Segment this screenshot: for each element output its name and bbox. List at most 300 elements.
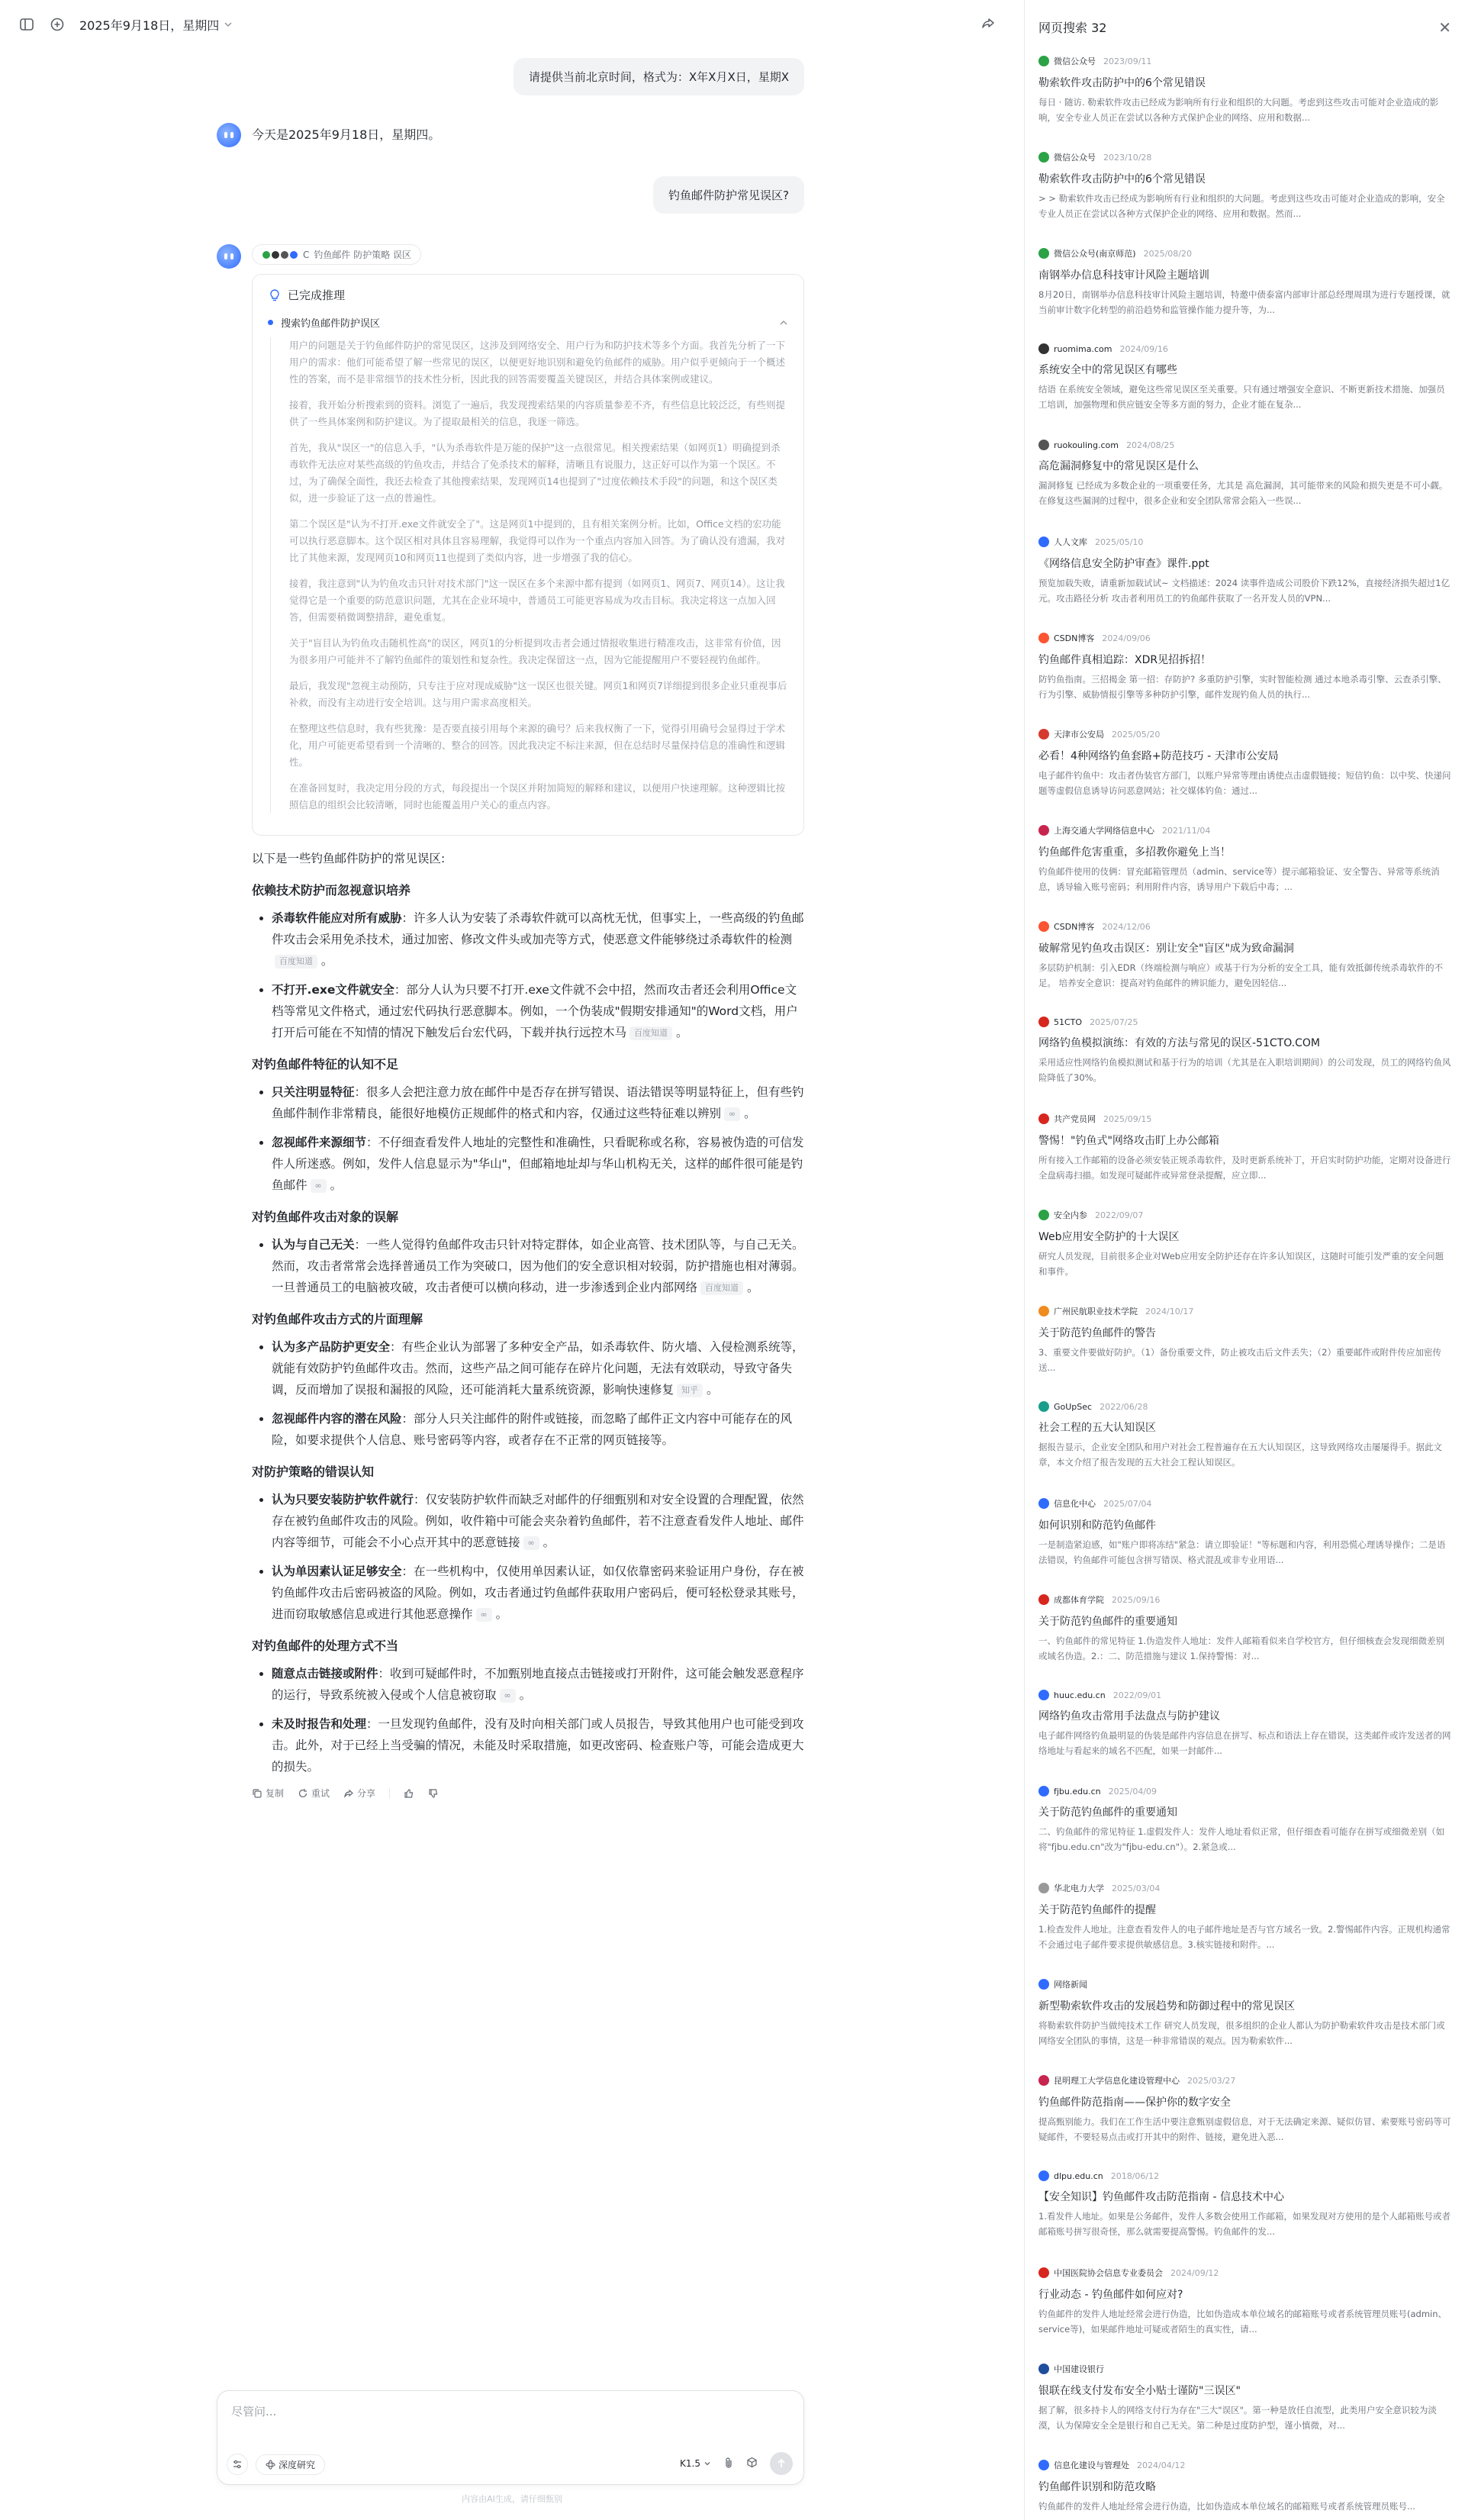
answer-list-item xyxy=(272,1081,804,1124)
ai-disclaimer: 内容由AI生成，请仔细甄别 xyxy=(462,2494,562,2504)
site-favicon-icon xyxy=(1038,1401,1049,1412)
punctuation: 。 xyxy=(703,1383,719,1397)
search-result-item[interactable] xyxy=(1038,2073,1451,2169)
result-date: 2021/11/04 xyxy=(1162,825,1211,836)
result-snippet: 漏洞修复 已经成为多数企业的一项重要任务，尤其是 高危漏洞，其可能带来的风险和损失更是不可小觑。在修复这些漏洞的过程中，很多企业和安全团队常常会陷入一些误... xyxy=(1038,480,1448,506)
site-favicon-icon xyxy=(1038,921,1049,932)
search-result-item[interactable] xyxy=(1038,1977,1451,2073)
answer-item-title: 只关注明显特征 xyxy=(272,1085,355,1099)
result-title[interactable]: 《网络信息安全防护审查》课件.ppt xyxy=(1038,558,1209,570)
chat-input[interactable]: 尽管问... xyxy=(231,2405,277,2418)
result-source xyxy=(1038,1978,1451,1990)
conversation-title-text: 2025年9月18日，星期四 xyxy=(79,18,220,33)
result-snippet: 一是制造紧迫感，如"账户即将冻结"紧急：请立即验证！"等标题和内容，利用恐慌心理诱导操作；二是语法错误，钓鱼邮件可能包含拼写错误、格式混乱或非专业用语... xyxy=(1038,1539,1446,1565)
result-source xyxy=(1038,247,1451,259)
thumbs-down-icon xyxy=(428,1788,439,1799)
result-title[interactable]: 网络钓鱼攻击常用手法盘点与防护建议 xyxy=(1038,1710,1220,1722)
result-date: 2025/07/25 xyxy=(1090,1017,1138,1027)
result-title[interactable]: 系统安全中的常见误区有哪些 xyxy=(1038,364,1177,376)
answer-list-item xyxy=(272,1336,804,1400)
arrow-up-icon xyxy=(776,2458,787,2469)
punctuation: 。 xyxy=(317,954,333,968)
search-result-item[interactable] xyxy=(1038,1207,1451,1304)
result-source-name: huuc.edu.cn xyxy=(1054,1690,1106,1700)
result-source-name: 51CTO xyxy=(1054,1017,1083,1027)
assistant-avatar xyxy=(217,123,241,147)
site-favicon-icon xyxy=(1038,152,1049,163)
share-icon xyxy=(343,1788,354,1799)
result-date: 2025/08/20 xyxy=(1143,248,1192,259)
result-date: 2024/09/12 xyxy=(1170,2267,1219,2278)
result-source xyxy=(1038,2459,1451,2471)
reasoning-paragraph: 最后，我发现"忽视主动预防，只专注于应对现成威胁"这一误区也很关键。网页1和网页7详细提到很多企业只重视事后补救，而没有主动进行安全培训。这与用户需求高度相关。 xyxy=(289,680,787,708)
answer-item-text: ：部分人只关注邮件的附件或链接，而忽略了邮件正文内容中可能存在的风险，如要求提供个人信息、账号密码等内容，或者存在不正常的网页链接等。 xyxy=(272,1412,793,1447)
reasoning-body xyxy=(270,337,788,814)
site-favicon-icon xyxy=(1038,1113,1049,1124)
assistant-avatar xyxy=(217,244,241,269)
reasoning-paragraph: 接着，我注意到"认为钓鱼攻击只针对技术部门"这一误区在多个来源中都有提到（如网页1、网页7、网页14）。这让我觉得它是一个重要的防范意识问题，尤其在企业环境中，普通员工可能更容易成为攻击目标。我决定将这一点加入回答，但需要稍微调整措辞，避免重复。 xyxy=(289,578,785,623)
thumbs-down-button[interactable] xyxy=(428,1788,439,1799)
result-source xyxy=(1038,151,1451,163)
search-result-item[interactable] xyxy=(1038,1784,1451,1880)
result-snippet: 8月20日，南钢举办信息科技审计风险主题培训，特邀中债泰富内部审计部总经理周琪为进行专题授课，就当前审计数字化转型的前沿趋势和监管操作能力提升等，为... xyxy=(1038,289,1451,315)
reasoning-paragraph: 在准备回复时，我决定用分段的方式，每段提出一个误区并附加简短的解释和建议，以便用户快速理解。这种逻辑比按照信息的组织会比较清晰，同时也能覆盖用户关心的重点内容。 xyxy=(289,782,786,810)
answer-item-text: ：在一些机构中，仅使用单因素认证，如仅依靠密码来验证用户身份，存在被钓鱼邮件攻击后密码被盗的风险。例如，攻击者通过钓鱼邮件获取用户密码后，便可轻松登录其账号，进而窃取敏感信息或进行其他恶意操作 xyxy=(272,1565,804,1621)
result-snippet: 研究人员发现，目前很多企业对Web应用安全防护还存在许多认知误区，这随时可能引发严重的安全问题和事件。 xyxy=(1038,1251,1444,1277)
attach-icon[interactable] xyxy=(723,2457,734,2471)
answer-section-heading: 对钓鱼邮件特征的认知不足 xyxy=(252,1057,399,1071)
divider xyxy=(389,1788,390,1799)
result-title[interactable]: 关于防范钓鱼邮件的重要通知 xyxy=(1038,1806,1177,1819)
result-title[interactable]: 社会工程的五大认知误区 xyxy=(1038,1422,1156,1434)
result-source-name: dlpu.edu.cn xyxy=(1054,2170,1103,2181)
answer-list-item xyxy=(272,1234,804,1298)
answer-item-text: ：不仔细查看发件人地址的完整性和准确性，只看昵称或名称，容易被伪造的可信发件人所迷惑。例如，发件人信息显示为"华山"，但邮箱地址却与华山机构无关，这样的邮件很可能是钓鱼邮件 xyxy=(272,1136,804,1192)
result-source-name: 昆明理工大学信息化建设管理中心 xyxy=(1054,2076,1180,2086)
result-title[interactable]: 高危漏洞修复中的常见误区是什么 xyxy=(1038,460,1199,472)
result-source xyxy=(1038,55,1451,67)
result-source xyxy=(1038,1017,1451,1027)
answer-list-item xyxy=(272,1408,804,1451)
answer-section-heading: 对钓鱼邮件的处理方式不当 xyxy=(252,1639,399,1653)
search-result-item[interactable] xyxy=(1038,1496,1451,1592)
result-source xyxy=(1038,1786,1451,1797)
search-result-item[interactable] xyxy=(1038,727,1451,823)
result-source-name: 天津市公安局 xyxy=(1054,730,1104,740)
result-snippet: 1.看发件人地址。如果是公务邮件，发件人多数会使用工作邮箱，如果发现对方使用的是个人邮箱账号或者邮箱账号拼写很奇怪，那么就需要提高警惕。钓鱼邮件的发... xyxy=(1038,2211,1451,2237)
assistant-text: 今天是2025年9月18日，星期四。 xyxy=(252,127,441,142)
result-source xyxy=(1038,728,1451,740)
result-date: 2025/07/04 xyxy=(1103,1498,1152,1509)
result-title[interactable]: 新型勒索软件攻击的发展趋势和防御过程中的常见误区 xyxy=(1038,2000,1295,2012)
site-favicon-icon xyxy=(1038,1017,1049,1027)
result-source-name: CSDN博客 xyxy=(1054,633,1095,643)
search-result-item[interactable] xyxy=(1038,534,1451,630)
copy-icon xyxy=(252,1788,262,1799)
tools-icon[interactable] xyxy=(227,2454,248,2475)
answer-item-text: ：收到可疑邮件时，不加甄别地直接点击链接或打开附件，这可能会触发恶意程序的运行，导致系统被入侵或个人信息被窃取 xyxy=(272,1667,804,1702)
close-icon[interactable]: ✕ xyxy=(1438,18,1451,37)
answer-list-item xyxy=(272,1132,804,1196)
result-source xyxy=(1038,920,1451,933)
answer-list-item xyxy=(272,1713,804,1777)
search-result-item[interactable] xyxy=(1038,1015,1451,1111)
answer-item-title: 认为只要安装防护软件就行 xyxy=(272,1493,414,1507)
citation-badge[interactable]: 百度知道 xyxy=(629,1026,672,1040)
punctuation: 。 xyxy=(539,1536,555,1549)
assistant-message xyxy=(217,123,804,146)
reasoning-paragraph: 关于"盲目认为钓鱼攻击随机性高"的误区，网页1的分析提到攻击者会通过情报收集进行精准攻击，这非常有价值，因为很多用户可能并不了解钓鱼邮件的策划性和复杂性。我决定保留这一点，因为它能提醒用户不要轻视钓鱼邮件。 xyxy=(289,637,781,665)
assistant-message xyxy=(217,244,804,1800)
search-result-item[interactable] xyxy=(1038,438,1451,534)
answer-list xyxy=(252,1336,804,1451)
result-title[interactable]: 行业动态 - 钓鱼邮件如何应对? xyxy=(1038,2289,1183,2301)
site-favicon-icon xyxy=(1038,440,1049,450)
result-date: 2024/09/06 xyxy=(1102,633,1151,643)
citation-badge[interactable]: 知乎 xyxy=(677,1384,703,1397)
search-result-item[interactable] xyxy=(1038,2265,1451,2361)
lightbulb-icon xyxy=(268,288,282,302)
answer-item-title: 杀毒软件能应对所有威胁 xyxy=(272,911,402,925)
search-result-item[interactable] xyxy=(1038,1880,1451,1977)
site-favicon-icon xyxy=(1038,248,1049,259)
new-chat-icon[interactable] xyxy=(49,16,66,33)
result-snippet: 提高甄别能力。我们在工作生活中要注意甄别虚假信息，对于无法确定来源、疑似仿冒、索要账号密码等可疑邮件，不要轻易点击或打开其中的附件、链接，避免进入恶... xyxy=(1038,2116,1451,2142)
answer-section-heading: 对防护策略的错误认知 xyxy=(252,1465,375,1479)
result-source xyxy=(1038,1882,1451,1894)
result-source-name: 华北电力大学 xyxy=(1054,1884,1104,1893)
answer-list xyxy=(252,907,804,1043)
retry-button[interactable] xyxy=(298,1787,330,1800)
result-source xyxy=(1038,440,1451,450)
result-snippet: 电子邮件网络钓鱼最明显的伪装是邮件内容信息在拼写、标点和语法上存在错误，这类邮件或许发送者的网络地址与看起来的域名不匹配，如果一封邮件... xyxy=(1038,1730,1451,1756)
atom-icon xyxy=(266,2460,275,2470)
result-snippet: 预览加载失败，请重新加载试试~ 文档描述：2024 读事件造成公司股价下跌12%，直接经济损失超过1亿元。攻击路径分析 攻击者利用员工的钓鱼邮件获取了一名开发人员的VPN... xyxy=(1038,578,1451,604)
result-source xyxy=(1038,536,1451,548)
result-snippet: 1.检查发件人地址。注意查看发件人的电子邮件地址是否与官方域名一致。2.警惕邮件内容。正规机构通常不会通过电子邮件要求提供敏感信息。3.核实链接和附件。... xyxy=(1038,1924,1451,1950)
thumbs-up-icon xyxy=(404,1788,414,1799)
copy-button[interactable] xyxy=(252,1787,284,1800)
site-favicon-icon xyxy=(1038,56,1049,66)
result-source xyxy=(1038,1305,1451,1317)
result-date: 2025/04/09 xyxy=(1108,1786,1158,1797)
model-label: K1.5 xyxy=(680,2458,700,2469)
search-result-item[interactable] xyxy=(1038,1688,1451,1784)
reasoning-step-label: 搜索钓鱼邮件防护误区 xyxy=(281,318,381,330)
answer-item-title: 不打开.exe文件就安全 xyxy=(272,983,394,997)
search-result-item[interactable] xyxy=(1038,2457,1451,2520)
result-source xyxy=(1038,1401,1451,1412)
result-source-name: GoUpSec xyxy=(1054,1401,1093,1412)
result-snippet: 一、钓鱼邮件的常见特征 1.伪造发件人地址：发件人邮箱看似来自学校官方，但仔细核查会发现细微差别或域名伪造。2.：二、防范措施与建议 1.保持警惕：对... xyxy=(1038,1635,1445,1661)
site-favicon-icon xyxy=(1038,2364,1049,2374)
result-title[interactable]: 如何识别和防范钓鱼邮件 xyxy=(1038,1519,1156,1532)
reasoning-paragraph: 用户的问题是关于钓鱼邮件防护的常见误区，这涉及到网络安全、用户行为和防护技术等多个方面。我首先分析了一下用户的需求：他们可能希望了解一些常见的误区，以便更好地识别和避免钓鱼邮件的威胁。用户似乎更倾向于一个概述性的答案，而不是非常细节的技术性分析，因此我的回答需要覆盖关键误区，并结合具体案例或建议。 xyxy=(289,340,786,385)
result-date: 2024/10/17 xyxy=(1145,1306,1194,1316)
reasoning-step[interactable] xyxy=(268,315,788,330)
result-title[interactable]: 【安全知识】钓鱼邮件攻击防范指南 - 信息技术中心 xyxy=(1038,2191,1284,2203)
result-date: 2025/03/04 xyxy=(1112,1883,1161,1893)
answer-list-item xyxy=(272,1489,804,1553)
sources-chip-letter: C xyxy=(303,249,310,260)
result-source xyxy=(1038,2267,1451,2279)
answer-list-item xyxy=(272,1663,804,1706)
reasoning-header[interactable] xyxy=(268,287,788,303)
result-snippet: 采用适应性网络钓鱼模拟测试和基于行为的培训（尤其是在入职培训期间）的公司发现，员工的网络钓鱼风险降低了30%。 xyxy=(1038,1057,1451,1083)
punctuation: 。 xyxy=(326,1178,343,1192)
punctuation: 。 xyxy=(743,1281,759,1294)
answer-list xyxy=(252,1663,804,1777)
result-snippet: 3、重要文件要做好防护。（1）备份重要文件，防止被攻击后文件丢失；（2）重要邮件或附件传应加密传送... xyxy=(1038,1347,1441,1373)
result-title[interactable]: 银联在线支付发布安全小贴士谨防"三误区" xyxy=(1038,2385,1241,2397)
retry-label: 重试 xyxy=(311,1788,330,1799)
chevron-up-icon xyxy=(779,318,788,327)
panel-title: 网页搜索 32 xyxy=(1038,20,1107,35)
result-date: 2023/10/28 xyxy=(1103,152,1152,163)
send-button[interactable] xyxy=(770,2452,793,2475)
punctuation: 。 xyxy=(672,1026,688,1039)
search-result-item[interactable] xyxy=(1038,823,1451,919)
answer-item-title: 忽视邮件内容的潜在风险 xyxy=(272,1412,402,1426)
copy-label: 复制 xyxy=(266,1788,285,1799)
result-source-name: 中国医院协会信息专业委员会 xyxy=(1054,2268,1163,2278)
sidebar-toggle-icon[interactable] xyxy=(18,16,35,33)
reasoning-paragraph: 在整理这些信息时，我有些犹豫：是否要直接引用每个来源的确号？后来我权衡了一下，觉得引用确号会显得过于学术化，用户可能更希望看到一个清晰的、整合的回答。因此我决定不标注来源，但在总结时尽量保持信息的准确性和逻辑性。 xyxy=(289,723,786,768)
answer-item-text: ：许多人认为安装了杀毒软件就可以高枕无忧，但事实上，一些高级的钓鱼邮件攻击会采用免杀技术，通过加密、修改文件头或加壳等方式，使恶意文件能够绕过杀毒软件的检测 xyxy=(272,911,804,946)
result-source-name: 微信公众号 xyxy=(1054,153,1096,163)
reasoning-paragraph: 首先，我从"误区一"的信息入手，"认为杀毒软件是万能的保护"这一点很常见。相关搜索结果（如网页1）明确提到杀毒软件无法应对某些高级的钓鱼攻击，并结合了免杀技术的解释，清晰且有说服力，这正好可以作为第一个误区。不过，为了确保全面性，我还去检查了其他搜索结果，发现网页14也提到了"过度依赖技术手段"的问题，和这个误区类似，进一步验证了这一点的普遍性。 xyxy=(289,442,781,504)
result-date: 2022/06/28 xyxy=(1100,1401,1148,1412)
citation-badge[interactable]: 百度知道 xyxy=(700,1281,743,1295)
result-source xyxy=(1038,1209,1451,1221)
answer-intro: 以下是一些钓鱼邮件防护的常见误区: xyxy=(252,852,446,865)
conversation-title[interactable] xyxy=(79,16,233,34)
result-snippet: 防钓鱼指南。三招揭金 第一招：存防护? 多重防护引擎，实时智能检测 通过本地杀毒引擎、云查杀引擎、行为引擎、威胁情报引擎等多种防护引擎，邮件发现钓鱼人员的执行... xyxy=(1038,674,1447,700)
chat-input-box xyxy=(217,2390,804,2485)
result-date: 2025/09/15 xyxy=(1103,1113,1152,1124)
result-source-name: ruokouling.com xyxy=(1054,440,1119,450)
result-source-name: 安全内参 xyxy=(1054,1210,1087,1220)
search-result-item[interactable] xyxy=(1038,1592,1451,1688)
result-title[interactable]: 勒索软件攻击防护中的6个常见错误 xyxy=(1038,77,1206,89)
result-source xyxy=(1038,1497,1451,1510)
result-title[interactable]: 钓鱼邮件识别和防范攻略 xyxy=(1038,2481,1156,2493)
result-title[interactable]: 警惕！"钓鱼式"网络攻击盯上办公邮箱 xyxy=(1038,1135,1219,1147)
result-source-name: 上海交通大学网络信息中心 xyxy=(1054,826,1154,836)
site-favicon-icon xyxy=(1038,825,1049,836)
result-source-name: fjbu.edu.cn xyxy=(1054,1786,1101,1797)
result-source xyxy=(1038,1594,1451,1606)
site-favicon-icon xyxy=(1038,1210,1049,1220)
punctuation: 。 xyxy=(515,1688,532,1702)
answer-item-title: 认为单因素认证足够安全 xyxy=(272,1565,402,1578)
answer-item-text: ：一些人觉得钓鱼邮件攻击只针对特定群体，如企业高管、技术团队等，与自己无关。然而，攻击者常常会选择普通员工作为突破口，因为他们的安全意识相对较弱，防护措施也相对薄弱。一旦普通员工的电脑被攻破，攻击者便可以横向移动，进一步渗透到企业内部网络 xyxy=(272,1238,804,1294)
result-title[interactable]: 钓鱼邮件危害重重，多招教你避免上当！ xyxy=(1038,846,1231,859)
search-result-item[interactable] xyxy=(1038,246,1451,342)
sources-chip-label: 钓鱼邮件 防护策略 误区 xyxy=(314,250,412,260)
site-favicon-icon xyxy=(1038,1306,1049,1316)
result-title[interactable]: 勒索软件攻击防护中的6个常见错误 xyxy=(1038,173,1206,185)
answer-item-text: ：有些企业认为部署了多种安全产品，如杀毒软件、防火墙、入侵检测系统等，就能有效防护钓鱼邮件攻击。然而，这些产品之间可能存在碎片化问题，无法有效联动，导致守备失调，反而增加了误报和漏报的风险，还可能消耗大量系统资源，影响快速修复 xyxy=(272,1340,804,1397)
site-favicon-icon xyxy=(1038,2170,1049,2181)
search-result-item[interactable] xyxy=(1038,53,1451,150)
refresh-icon xyxy=(298,1788,308,1799)
step-dot xyxy=(268,320,273,325)
share-button[interactable] xyxy=(343,1787,375,1800)
reasoning-panel xyxy=(252,274,804,836)
citation-badge[interactable]: ∞ xyxy=(724,1107,740,1121)
result-source-name: 人人文库 xyxy=(1054,537,1087,547)
result-title[interactable]: 网络钓鱼模拟演练：有效的方法与常见的误区-51CTO.COM xyxy=(1038,1037,1320,1049)
result-title[interactable]: Web应用安全防护的十大误区 xyxy=(1038,1231,1180,1243)
result-source-name: 中国建设银行 xyxy=(1054,2364,1104,2374)
answer-section-heading: 对钓鱼邮件攻击对象的误解 xyxy=(252,1210,399,1224)
answer-list xyxy=(252,1234,804,1298)
result-date: 2025/05/20 xyxy=(1112,729,1161,740)
result-source-name: 微信公众号(南京师范) xyxy=(1054,249,1136,259)
chevron-down-icon xyxy=(224,20,233,29)
result-date: 2025/03/27 xyxy=(1187,2075,1236,2086)
cube-icon[interactable] xyxy=(746,2457,758,2470)
search-result-item[interactable] xyxy=(1038,630,1451,727)
answer-section-heading: 对钓鱼邮件攻击方式的片面理解 xyxy=(252,1312,423,1326)
site-favicon-icon xyxy=(1038,1979,1049,1990)
citation-badge[interactable]: ∞ xyxy=(311,1179,327,1193)
answer-list-item xyxy=(272,1561,804,1625)
citation-badge[interactable]: ∞ xyxy=(500,1689,516,1703)
result-title[interactable]: 破解常见钓鱼攻击误区：别让安全"盲区"成为致命漏洞 xyxy=(1038,943,1294,955)
answer-list-item xyxy=(272,907,804,972)
result-snippet: 据报告显示，企业安全团队和用户对社会工程普遍存在五大认知误区，这导致网络攻击屡屡得手。据此文章，本文介绍了报告发现的五大社会工程认知误区。 xyxy=(1038,1442,1442,1468)
search-results-list xyxy=(1025,53,1465,2520)
site-favicon-icon xyxy=(1038,633,1049,643)
site-favicon-icon xyxy=(1038,1594,1049,1605)
result-source-name: 信息化建设与管理处 xyxy=(1054,2460,1129,2470)
result-date: 2024/12/06 xyxy=(1102,921,1151,932)
result-title[interactable]: 关于防范钓鱼邮件的提醒 xyxy=(1038,1904,1156,1916)
search-result-item[interactable] xyxy=(1038,1304,1451,1400)
chevron-down-icon xyxy=(704,2460,711,2467)
answer-section-heading: 依赖技术防护而忽视意识培养 xyxy=(252,883,411,897)
answer-item-text: ：部分人认为只要不打开.exe文件就不会中招，然而攻击者还会利用Office文档等常见文件格式，通过宏代码执行恶意脚本。例如，一个伪装成"假期安排通知"的Word文档，用户打开后可能在不知情的情况下触发后台宏代码，下载并执行远控木马 xyxy=(272,983,798,1039)
result-source xyxy=(1038,1113,1451,1125)
result-source-name: 网络新闻 xyxy=(1054,1980,1087,1990)
site-favicon-icon xyxy=(1038,2460,1049,2470)
deep-research-button[interactable] xyxy=(256,2454,325,2475)
result-snippet: 二、钓鱼邮件的常见特征 1.虚假发件人：发件人地址看似正常，但仔细查看可能存在拼写或细微差别（如将"fjbu.edu.cn"改为"fjbu-edu.cn"）。2.紧急或... xyxy=(1038,1826,1445,1852)
result-snippet: > > 勒索软件攻击已经成为影响所有行业和组织的大问题。考虑到这些攻击可能对企业造成的影响，安全专业人员正在尝试以各种方式保护企业的网络、应用和数据。然而... xyxy=(1038,193,1445,219)
result-source-name: 广州民航职业技术学院 xyxy=(1054,1307,1138,1316)
site-favicon-icon xyxy=(1038,729,1049,740)
site-favicon-icon xyxy=(1038,2267,1049,2278)
result-date: 2025/09/16 xyxy=(1112,1594,1161,1605)
result-date: 2024/09/16 xyxy=(1119,343,1168,354)
result-title[interactable]: 必看！4种网络钓鱼套路+防范技巧 - 天津市公安局 xyxy=(1038,750,1279,762)
result-source-name: 微信公众号 xyxy=(1054,56,1096,66)
top-bar xyxy=(0,0,1024,49)
site-favicon-icon xyxy=(1038,1786,1049,1797)
site-favicon-icon xyxy=(1038,343,1049,354)
site-favicon-icon xyxy=(1038,1883,1049,1893)
result-date: 2022/09/07 xyxy=(1095,1210,1144,1220)
answer-item-text: ：一旦发现钓鱼邮件，没有及时向相关部门或人员报告，导致其他用户也可能受到攻击。此外，对于已经上当受骗的情况，未能及时采取措施，如更改密码、检查账户等，可能会造成更大的损失。 xyxy=(272,1717,804,1774)
result-source xyxy=(1038,2170,1451,2181)
punctuation: 。 xyxy=(740,1107,756,1120)
result-snippet: 将勒索软件防护当做纯技术工作 研究人员发现，很多组织的企业人都认为防护勒索软件攻击是技术部门或网络安全团队的事情，这是一种非常错误的观点。因为勒索软件... xyxy=(1038,2020,1445,2046)
site-favicon-icon xyxy=(1038,1498,1049,1509)
result-source xyxy=(1038,1690,1451,1700)
model-selector[interactable] xyxy=(680,2458,711,2469)
site-favicon-icon xyxy=(1038,2075,1049,2086)
message-actions xyxy=(252,1787,804,1800)
result-date: 2023/09/11 xyxy=(1103,56,1152,66)
result-source xyxy=(1038,2363,1451,2375)
search-result-item[interactable] xyxy=(1038,150,1451,246)
result-title[interactable]: 钓鱼邮件防范指南——保护你的数字安全 xyxy=(1038,2096,1231,2109)
deep-research-label: 深度研究 xyxy=(279,2459,316,2470)
thumbs-up-button[interactable] xyxy=(404,1788,414,1799)
result-snippet: 电子邮件钓鱼中：攻击者伪装官方部门，以账户异常等理由诱使点击虚假链接；短信钓鱼：以中奖、快递问题等虚假信息诱导访问恶意网站；社交媒体钓鱼：通过... xyxy=(1038,770,1451,796)
answer-item-title: 认为与自己无关 xyxy=(272,1238,355,1252)
result-source xyxy=(1038,632,1451,644)
answer-body xyxy=(252,848,804,1777)
answer-item-title: 忽视邮件来源细节 xyxy=(272,1136,367,1149)
result-title[interactable]: 钓鱼邮件真相追踪：XDR见招拆招！ xyxy=(1038,654,1212,666)
reasoning-paragraph: 第二个误区是"认为不打开.exe文件就安全了"。这是网页1中提到的，且有相关案例分析。比如，Office文档的宏功能可以执行恶意脚本。这个误区相对具体且容易理解，我觉得可以作为一个重点内容加入回答。为了确认没有遗漏，我对比了其他来源，发现网页10和网页11也提到了类似内容，进一步增强了我的信心。 xyxy=(289,518,786,563)
search-result-item[interactable] xyxy=(1038,2169,1451,2265)
result-source xyxy=(1038,2074,1451,2087)
result-date: 2022/09/01 xyxy=(1112,1690,1162,1700)
result-title[interactable]: 南钢举办信息科技审计风险主题培训 xyxy=(1038,269,1209,282)
result-title[interactable]: 关于防范钓鱼邮件的警告 xyxy=(1038,1327,1156,1339)
answer-list xyxy=(252,1489,804,1625)
result-snippet: 结语 在系统安全领域，避免这些常见误区至关重要。只有通过增强安全意识、不断更新技术措施、加强员工培训，加强物理和供应链安全等多方面的努力，企业才能在复杂... xyxy=(1038,384,1445,410)
citation-badge[interactable]: 百度知道 xyxy=(275,955,317,968)
result-title[interactable]: 关于防范钓鱼邮件的重要通知 xyxy=(1038,1616,1177,1628)
result-source-name: 成都体育学院 xyxy=(1054,1595,1104,1605)
citation-badge[interactable]: ∞ xyxy=(523,1536,539,1550)
result-snippet: 钓鱼邮件的发件人地址经常会进行伪造，比如伪造成本单位域名的邮箱账号或者系统管理员账号(admin、service等)，如果邮件地址可疑或者陌生的真实性，请... xyxy=(1038,2309,1447,2335)
punctuation: 。 xyxy=(491,1607,508,1621)
search-result-item[interactable] xyxy=(1038,1400,1451,1496)
reasoning-paragraph: 接着，我开始分析搜索到的资料。浏览了一遍后，我发现搜索结果的内容质量参差不齐，有些信息比较泛泛，有些则提供了一些具体案例和防护建议。为了提取最相关的信息，我逐一筛选。 xyxy=(289,399,786,427)
result-date: 2024/04/12 xyxy=(1137,2460,1186,2470)
result-date: 2025/05/10 xyxy=(1095,537,1144,547)
result-source-name: 共产党员网 xyxy=(1054,1114,1096,1124)
answer-item-text: ：仅安装防护软件而缺乏对邮件的仔细甄别和对安全设置的合理配置，依然存在被钓鱼邮件攻击的风险。例如，收件箱中可能会夹杂着钓鱼邮件，若不注意查看发件人地址、邮件内容等细节，可能会不小心点开其中的恶意链接 xyxy=(272,1493,804,1549)
answer-item-text: ：很多人会把注意力放在邮件中是否存在拼写错误、语法错误等明显特征上，但有些钓鱼邮件制作非常精良，能很好地模仿正规邮件的格式和内容，仅通过这些特征难以辨别 xyxy=(272,1085,804,1120)
search-result-item[interactable] xyxy=(1038,342,1451,438)
search-result-item[interactable] xyxy=(1038,919,1451,1015)
search-result-item[interactable] xyxy=(1038,1111,1451,1207)
result-date: 2018/06/12 xyxy=(1110,2170,1160,2181)
chat-thread xyxy=(217,49,804,1800)
share-icon[interactable] xyxy=(980,15,997,32)
answer-list-item xyxy=(272,979,804,1043)
search-results-panel xyxy=(1024,0,1465,2520)
site-favicon-icon xyxy=(1038,537,1049,547)
result-source xyxy=(1038,824,1451,836)
citation-badge[interactable]: ∞ xyxy=(476,1608,492,1622)
share-label: 分享 xyxy=(357,1788,376,1799)
result-snippet: 每日 · 随访. 勒索软件攻击已经成为影响所有行业和组织的大问题。考虑到这些攻击可能对企业造成的影响，安全专业人员正在尝试以各种方式保护企业的网络、应用和数据... xyxy=(1038,97,1439,123)
site-favicon-icon xyxy=(1038,1690,1049,1700)
user-message: 钓鱼邮件防护常见误区? xyxy=(653,176,804,214)
sources-chip[interactable] xyxy=(252,244,421,265)
reasoning-header-label: 已完成推理 xyxy=(288,288,346,302)
result-snippet: 多层防护机制：引入EDR（终端检测与响应）或基于行为分析的安全工具，能有效抵御传统杀毒软件的不足。 培养安全意识：提高对钓鱼邮件的辨识能力，避免因轻信... xyxy=(1038,962,1444,988)
search-result-item[interactable] xyxy=(1038,2361,1451,2457)
